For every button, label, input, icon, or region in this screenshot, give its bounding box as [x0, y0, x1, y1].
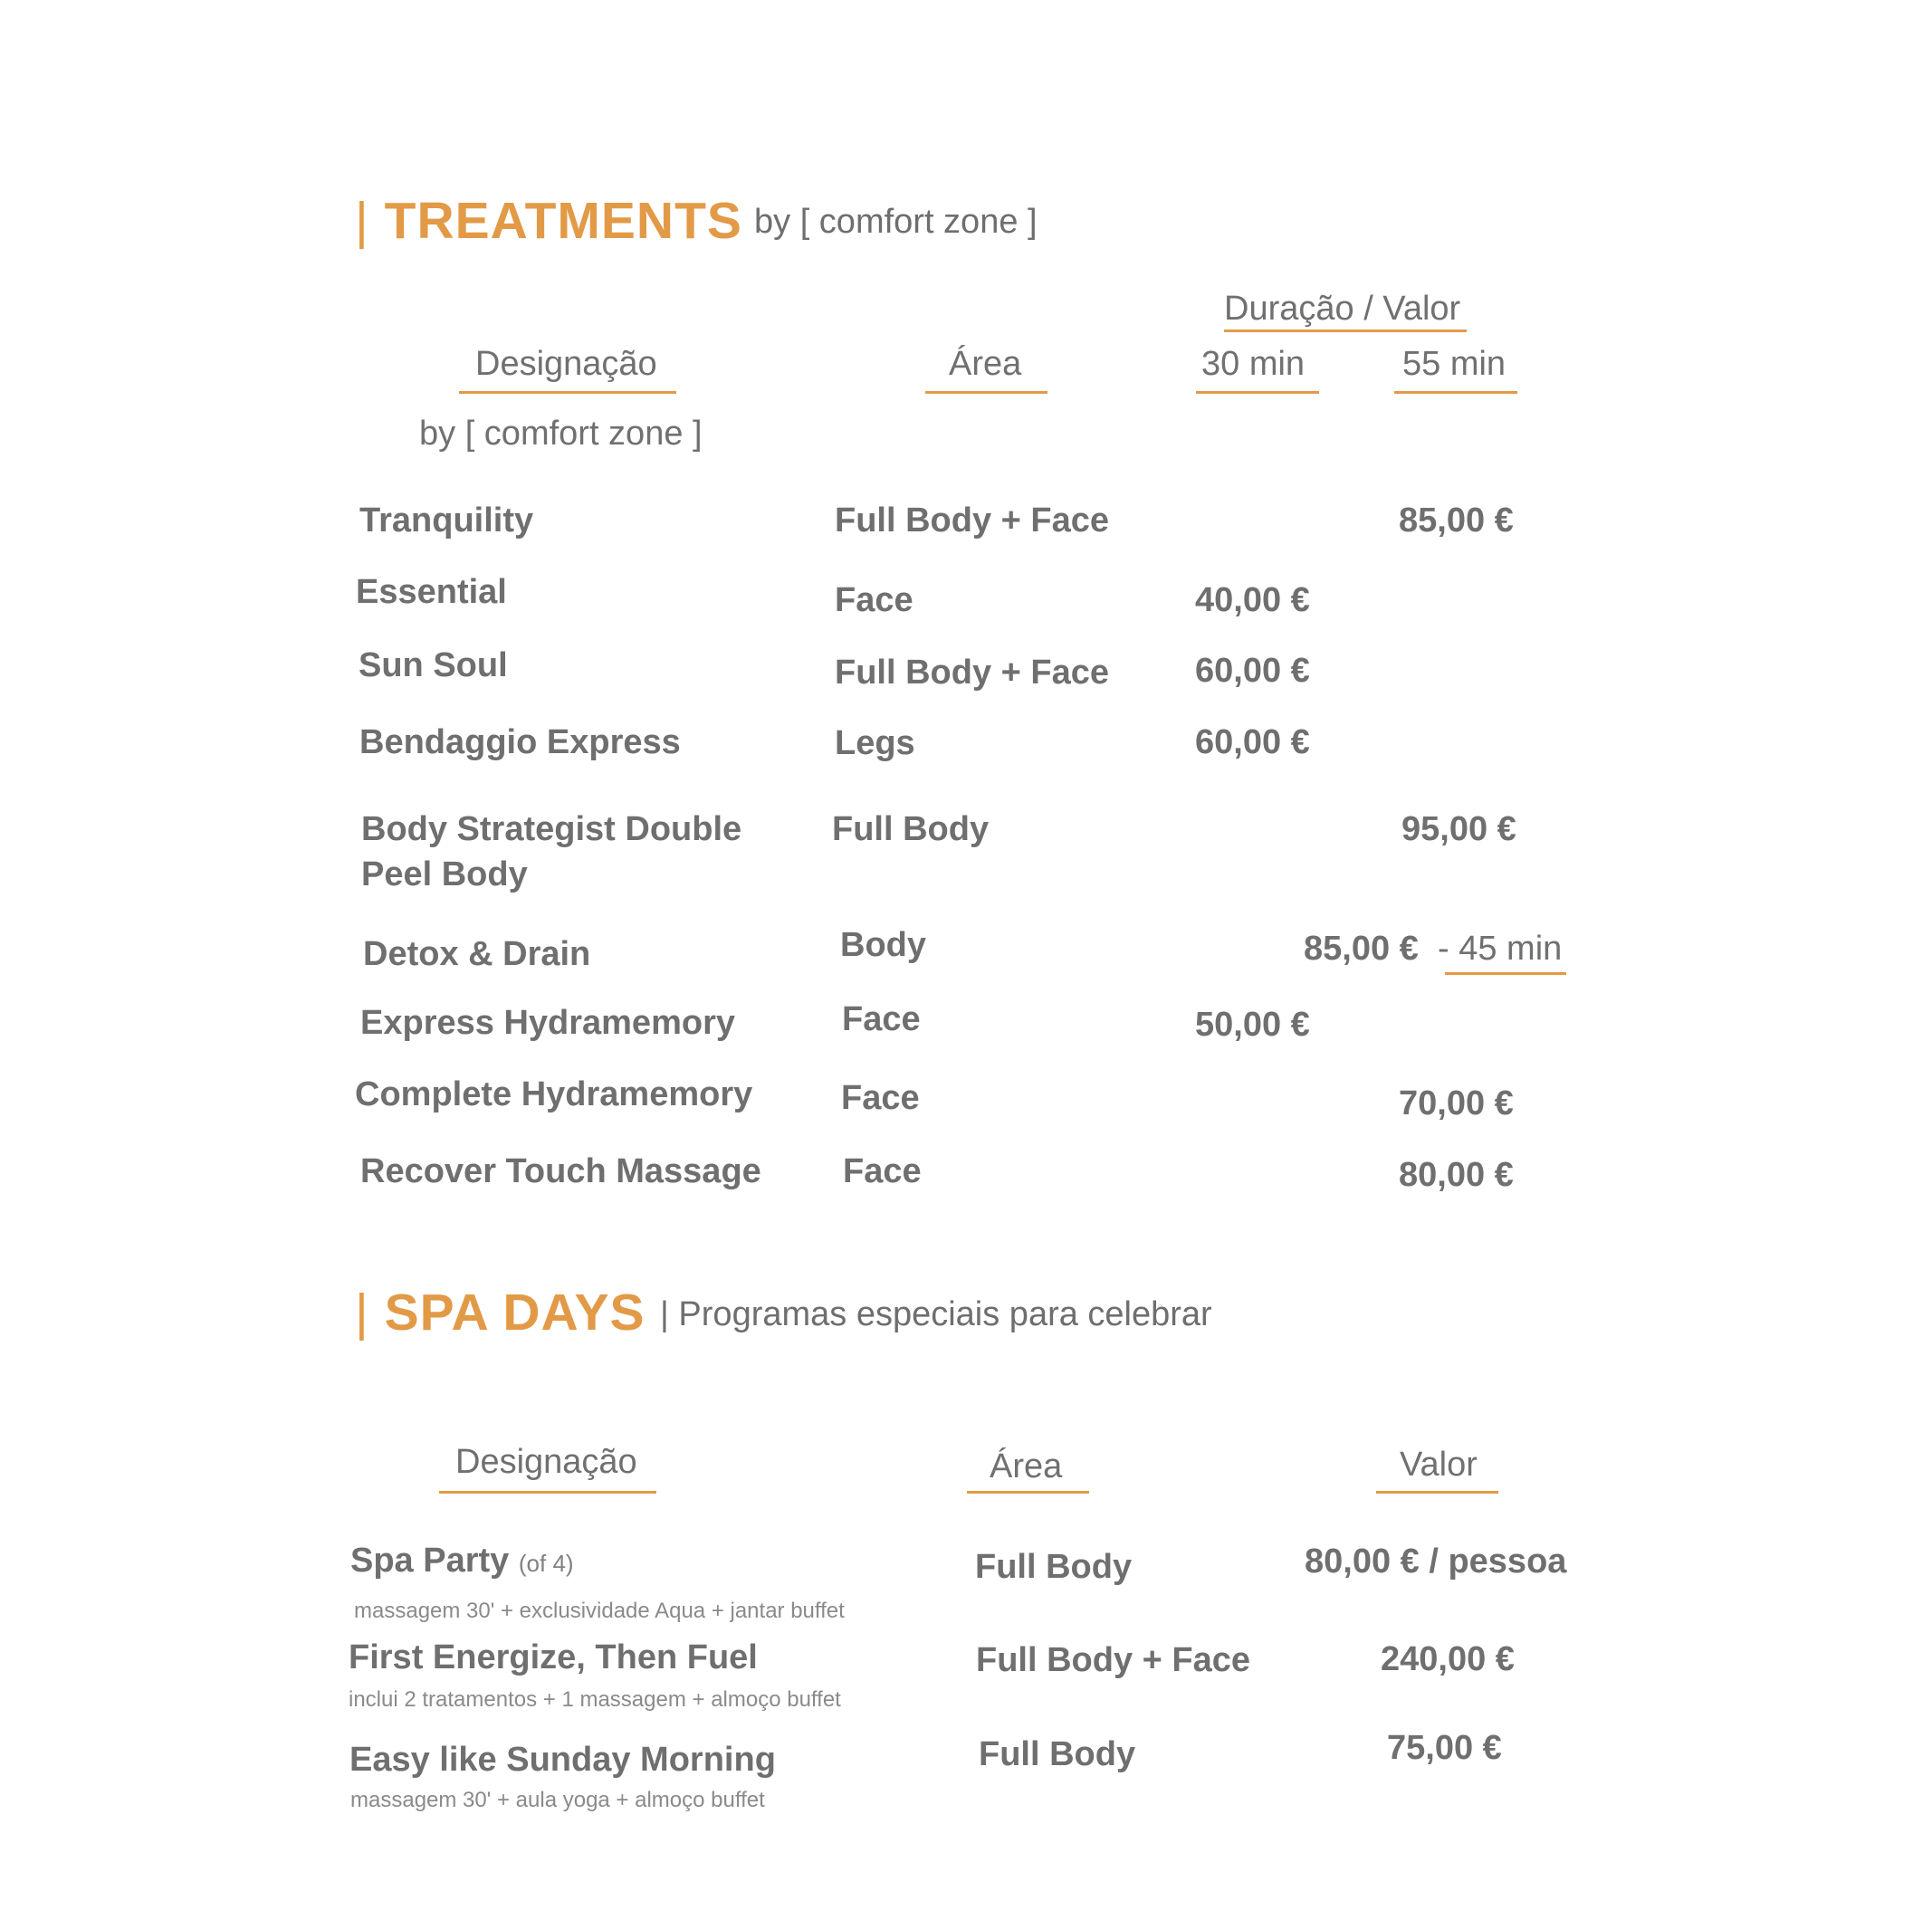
treatment-name: Recover Touch Massage: [360, 1152, 761, 1190]
duration-note: - 45 min: [1438, 930, 1563, 968]
spa-description: inclui 2 tratamentos + 1 massagem + almoço buffet: [349, 1687, 841, 1712]
spa-price: 75,00 €: [1387, 1729, 1502, 1767]
spa-name-text: Spa Party: [350, 1542, 510, 1580]
spa-days-title: [355, 1284, 646, 1342]
spa-designation-underline: [439, 1491, 656, 1494]
treatments-title: [355, 192, 742, 250]
duration-value-header: Duração / Valor: [1224, 290, 1461, 328]
brand-header: by [ comfort zone ]: [419, 415, 703, 453]
col-55-header: 55 min: [1402, 345, 1506, 383]
treatment-area: Face: [835, 581, 913, 619]
treatment-price: 85,00 €: [1399, 501, 1514, 540]
treatment-area: Full Body + Face: [835, 654, 1110, 692]
treatment-area: Body: [840, 926, 926, 964]
spa-description: massagem 30' + exclusividade Aqua + jantar buffet: [354, 1599, 845, 1623]
spa-price: 240,00 €: [1381, 1640, 1515, 1678]
treatments-subtitle: by [ comfort zone ]: [754, 203, 1038, 241]
col-30-header: 30 min: [1201, 345, 1306, 383]
treatment-name: Detox & Drain: [363, 935, 591, 973]
designation-underline: [459, 391, 676, 394]
spa-name-note: (of 4): [518, 1550, 574, 1577]
treatment-price: 85,00 €: [1304, 930, 1419, 968]
treatment-area: Full Body: [832, 810, 990, 848]
treatment-price: 95,00 €: [1401, 810, 1516, 848]
spa-area: Full Body: [975, 1548, 1133, 1586]
treatment-area: Face: [841, 1079, 920, 1117]
spa-name: Easy like Sunday Morning: [349, 1741, 776, 1779]
treatment-area: Full Body + Face: [835, 501, 1110, 540]
treatment-name: Body Strategist Double: [361, 810, 742, 848]
treatment-price: 50,00 €: [1195, 1006, 1310, 1044]
treatment-price: 60,00 €: [1195, 652, 1310, 690]
spa-area: Full Body + Face: [976, 1641, 1251, 1679]
treatment-name: Express Hydramemory: [360, 1004, 735, 1042]
spa-value-underline: [1376, 1491, 1498, 1494]
spa-area-underline: [967, 1491, 1089, 1494]
treatment-name: Essential: [356, 573, 507, 611]
title-bar: |: [355, 1284, 369, 1342]
treatment-price: 60,00 €: [1195, 723, 1310, 761]
treatment-name: Sun Soul: [359, 646, 508, 684]
area-header: Área: [949, 345, 1022, 383]
spa-designation-header: Designação: [455, 1443, 637, 1481]
treatment-name-line2: Peel Body: [361, 855, 528, 893]
spa-days-subtitle: | Programas especiais para celebrar: [660, 1295, 1212, 1333]
treatment-price: 40,00 €: [1195, 581, 1310, 619]
spa-area: Full Body: [979, 1735, 1136, 1773]
treatment-price: 70,00 €: [1399, 1084, 1514, 1122]
treatments-title-text: TREATMENTS: [384, 192, 742, 250]
duration-value-underline: [1224, 329, 1467, 332]
treatment-area: Face: [842, 1000, 921, 1038]
col-30-underline: [1196, 391, 1319, 394]
treatment-area: Face: [843, 1152, 922, 1190]
col-55-underline: [1394, 391, 1517, 394]
area-underline: [925, 391, 1047, 394]
spa-name: First Energize, Then Fuel: [349, 1638, 758, 1676]
spa-price: 80,00 € / pessoa: [1305, 1542, 1567, 1581]
spa-days-title-text: SPA DAYS: [384, 1284, 646, 1342]
spa-name: [350, 1543, 574, 1578]
title-bar: |: [355, 192, 369, 250]
treatment-area: Legs: [835, 724, 915, 762]
spa-description: massagem 30' + aula yoga + almoço buffet: [350, 1788, 765, 1812]
spa-area-header: Área: [990, 1447, 1063, 1485]
treatment-name: Complete Hydramemory: [355, 1075, 753, 1113]
designation-header: Designação: [475, 345, 657, 383]
treatment-price: 80,00 €: [1399, 1156, 1514, 1194]
treatment-name: Bendaggio Express: [359, 723, 681, 761]
treatment-name: Tranquility: [359, 501, 534, 540]
spa-value-header: Valor: [1400, 1446, 1478, 1484]
duration-note-underline: [1445, 972, 1566, 975]
